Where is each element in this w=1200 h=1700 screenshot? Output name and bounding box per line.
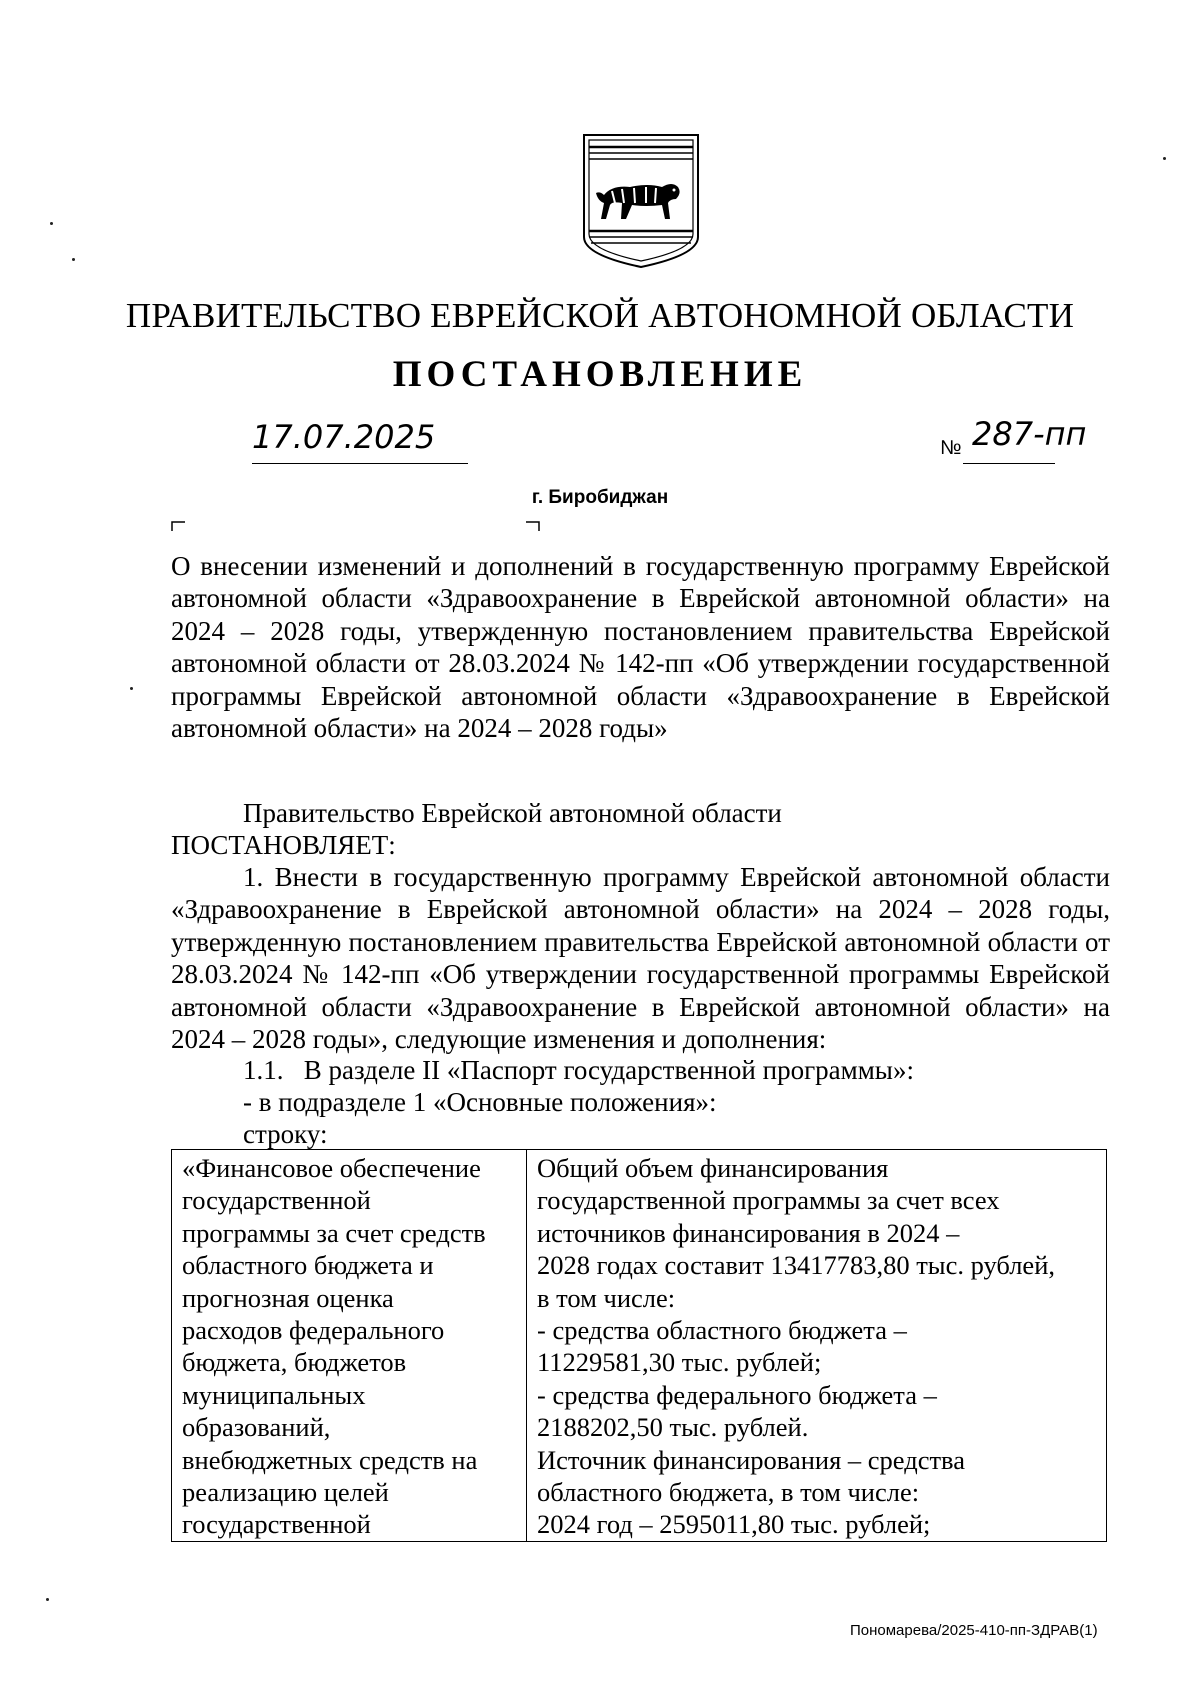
table-cell-value [527, 1150, 1107, 1542]
cell-line: программы за счет средств [182, 1217, 486, 1248]
resolves-line: ПОСТАНОВЛЯЕТ: [171, 830, 396, 860]
cell-line: «Финансовое обеспечение [182, 1153, 481, 1183]
cell-line: образований, [182, 1412, 331, 1443]
coat-of-arms-tiger-icon [582, 133, 700, 269]
passport-table [171, 1149, 1107, 1542]
date-underline [252, 463, 468, 464]
scan-speck [46, 1598, 49, 1601]
cell-line: 2024 год – 2595011,80 тыс. рублей; [537, 1509, 931, 1540]
number-label: № [940, 437, 962, 459]
document-subject: О внесении изменений и дополнений в государственную программу Еврейской автономной области «Здравоохранение в Еврейской автономной области» на 2024 – 2028 годы, утвержденную постановлением правительства Еврейской автономной области от 28.03.2024 № 142-пп «Об утверждении государственной программы Еврейской автономной области «Здравоохранение в Еврейской автономной области» на 2024 – 2028 годы» [171, 551, 1110, 744]
cell-line: реализацию целей [182, 1477, 389, 1508]
cell-line: бюджета, бюджетов [182, 1347, 407, 1378]
cell-line: в том числе: [537, 1282, 676, 1313]
cell-line: расходов федерального [182, 1315, 445, 1346]
cell-line: государственной программы за счет всех [537, 1185, 1000, 1216]
cell-line: - средства федерального бюджета – [537, 1379, 937, 1410]
scan-speck [130, 687, 133, 690]
cell-line: внебюджетных средств на [182, 1444, 478, 1475]
item-1-1: 1.1. В разделе II «Паспорт государственной программы»: [243, 1055, 914, 1085]
footer-reference: Пономарева/2025-410-пп-ЗДРАВ(1) [850, 1622, 1098, 1639]
cell-line: прогнозная оценка [182, 1282, 394, 1313]
cell-line: источников финансирования в 2024 – [537, 1217, 960, 1248]
cell-line: 2028 годах составит 13417783,80 тыс. рублей, [537, 1250, 1056, 1281]
scan-speck [50, 222, 53, 225]
cell-line: областного бюджета и [182, 1250, 434, 1281]
corner-mark-left [171, 521, 185, 531]
cell-line: Источник финансирования – средства [537, 1444, 965, 1475]
cell-line: государственной [182, 1509, 371, 1540]
cell-line: - средства областного бюджета – [537, 1315, 907, 1346]
table-row [172, 1150, 1107, 1542]
city: г. Биробиджан [531, 487, 669, 508]
corner-mark-right [526, 521, 540, 531]
cell-line: областного бюджета, в том числе: [537, 1477, 920, 1508]
stroku-line: строку: [243, 1119, 328, 1149]
scan-speck [72, 258, 75, 261]
scan-speck [1163, 157, 1166, 160]
cell-line: государственной [182, 1185, 371, 1216]
cell-line: Общий объем финансирования [537, 1153, 889, 1183]
document-type: ПОСТАНОВЛЕНИЕ [392, 354, 808, 395]
table-cell-label [172, 1150, 527, 1542]
subsection-line: - в подразделе 1 «Основные положения»: [243, 1087, 717, 1117]
cell-line: 2188202,50 тыс. рублей. [537, 1412, 809, 1443]
number-underline [963, 463, 1055, 464]
cell-line: 11229581,30 тыс. рублей; [537, 1347, 822, 1378]
government-title: ПРАВИТЕЛЬСТВО ЕВРЕЙСКОЙ АВТОНОМНОЙ ОБЛАСТИ [125, 296, 1075, 335]
document-number: 287-пп [972, 415, 1087, 453]
cell-line: муниципальных [182, 1379, 366, 1410]
item-1: 1. Внести в государственную программу Еврейской автономной области «Здравоохранение в Еврейской автономной области» на 2024 – 2028 годы, утвержденную постановлением правительства Еврейской автономной области от 28.03.2024 № 142-пп «Об утверждении государственной программы Еврейской автономной области «Здравоохранение в Еврейской автономной области» на 2024 – 2028 годы», следующие изменения и дополнения: [171, 862, 1110, 1055]
preamble-line: Правительство Еврейской автономной области [243, 798, 782, 828]
document-date: 17.07.2025 [252, 418, 436, 456]
